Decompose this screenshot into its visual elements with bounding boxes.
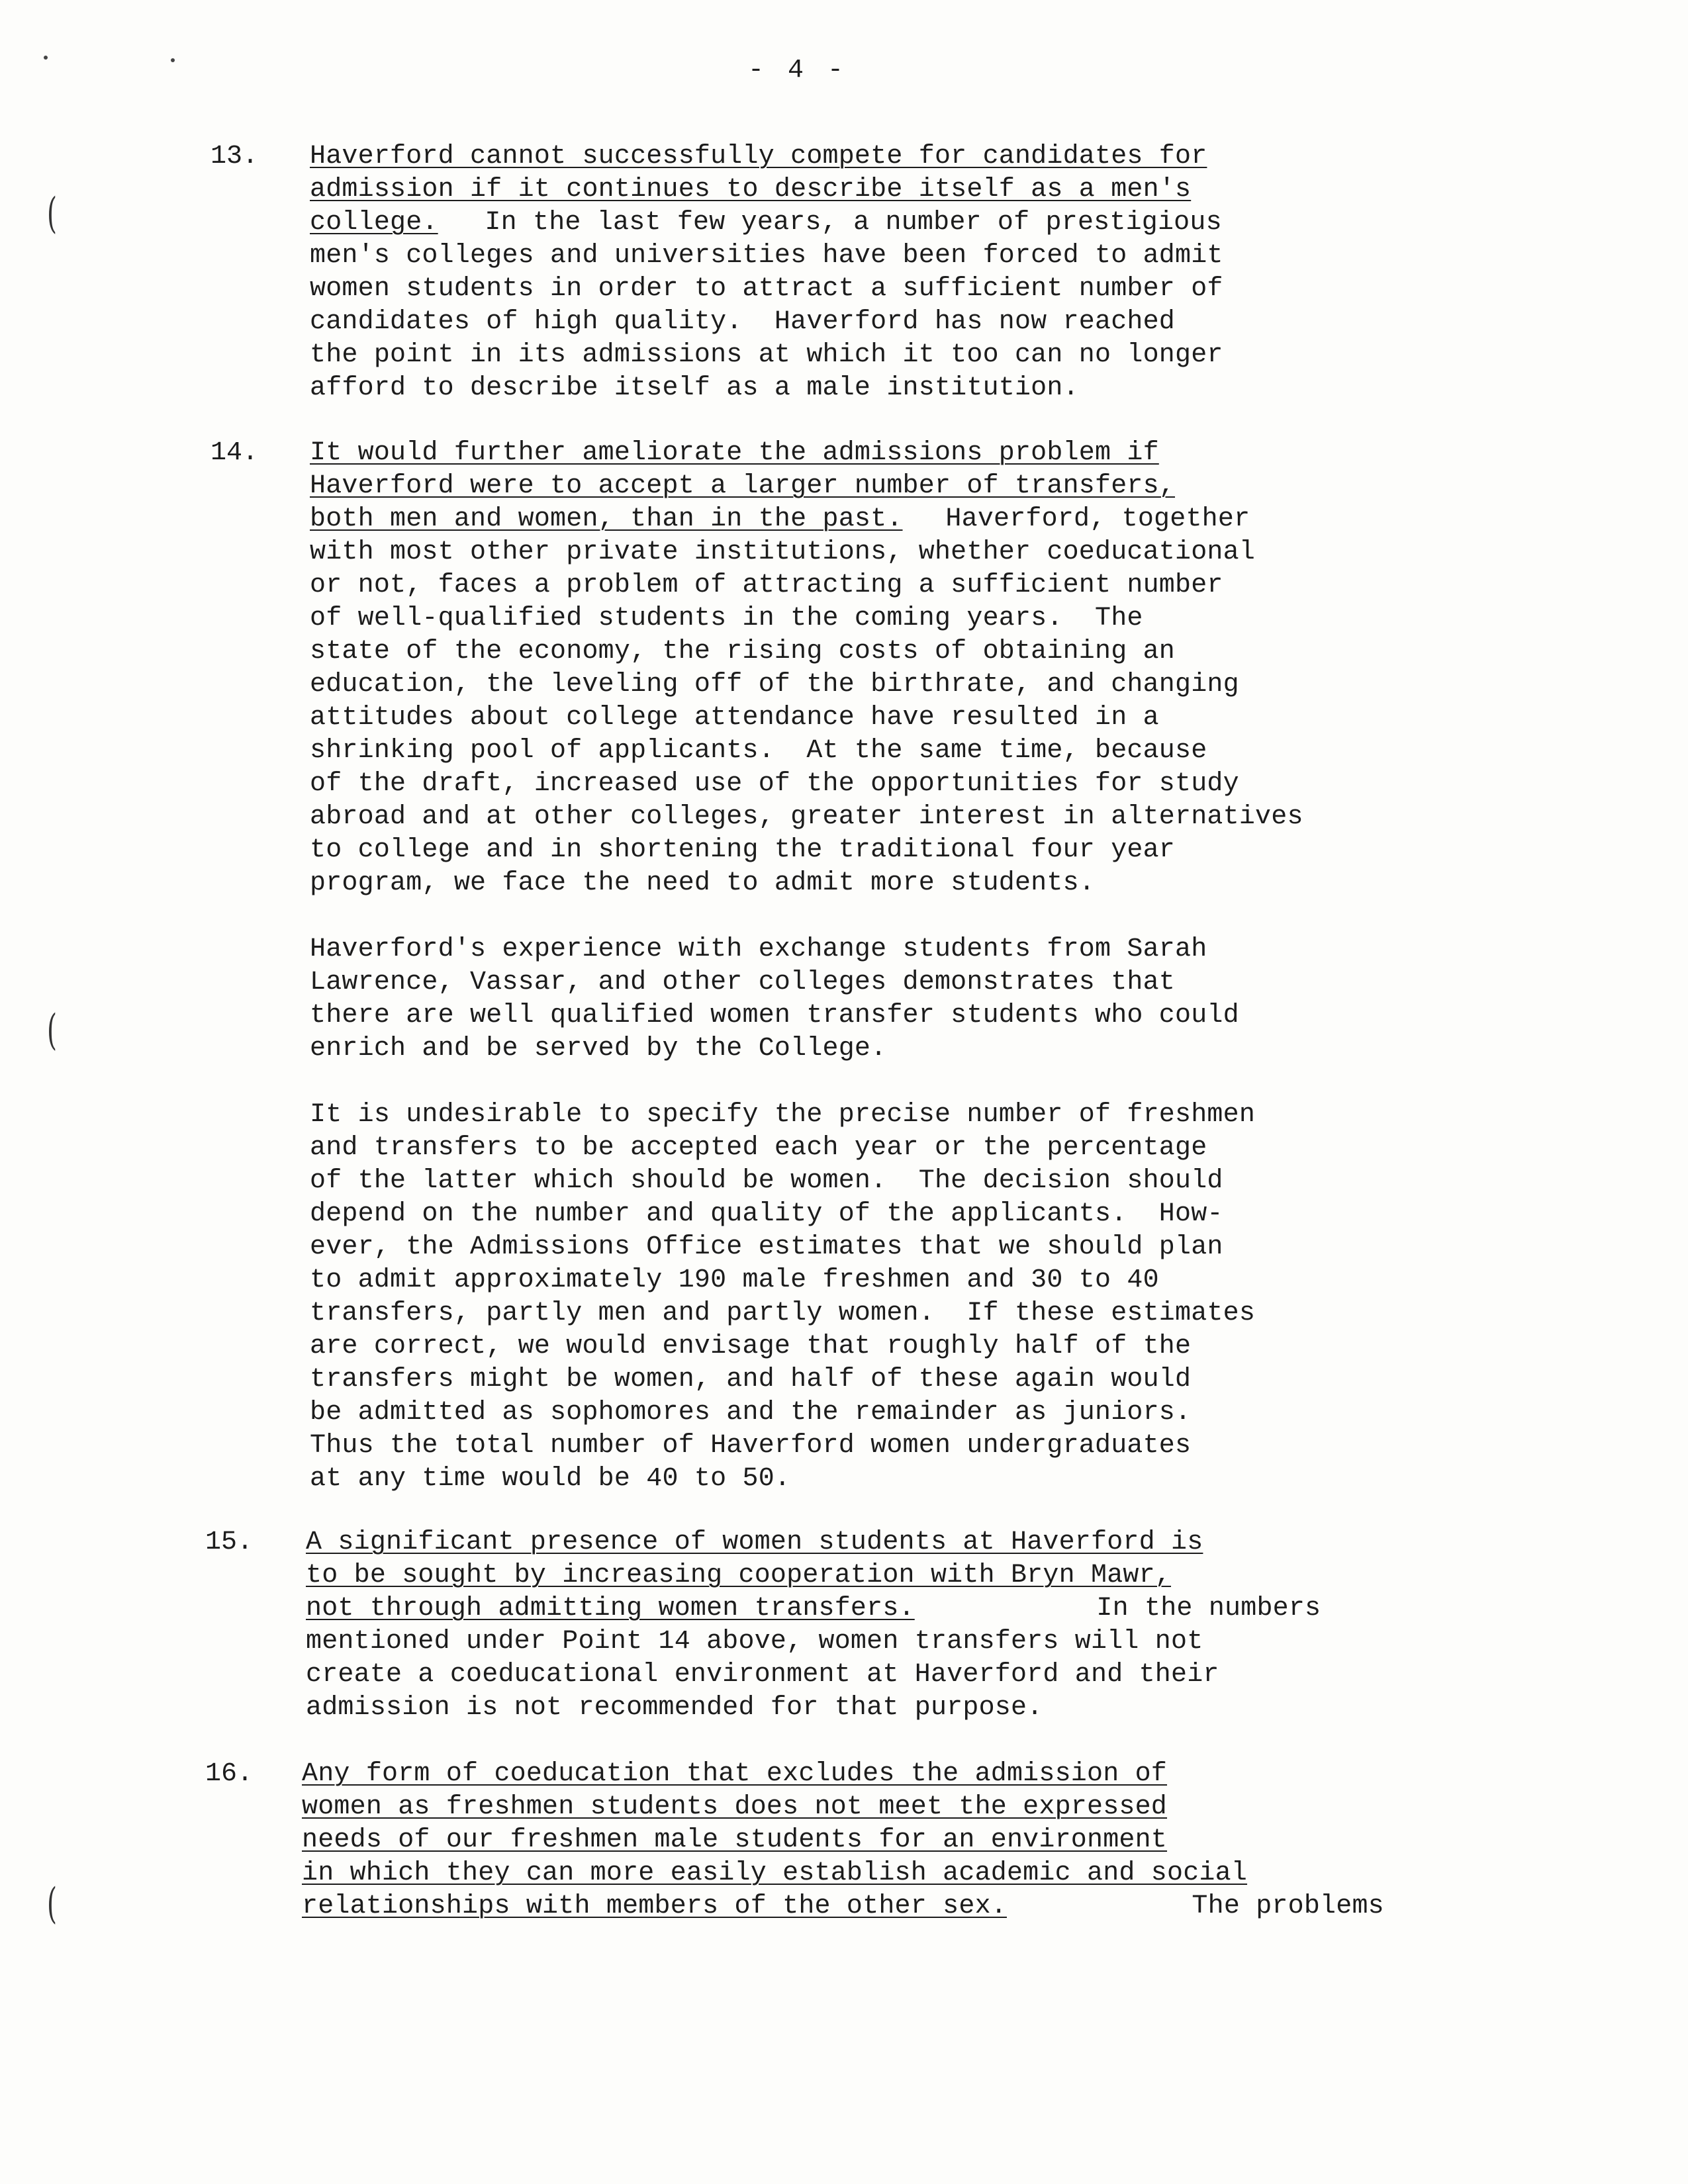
body-line: shrinking pool of applicants. At the same time, because — [310, 736, 1207, 766]
underlined-line: Haverford cannot successfully compete for candidates for — [310, 142, 1207, 171]
body-line: The problems — [1160, 1891, 1384, 1921]
underlined-line: A significant presence of women students at Haverford is — [306, 1527, 1203, 1557]
body-line: there are well qualified women transfer students who could — [310, 1001, 1239, 1030]
body-line: Haverford, together — [914, 504, 1250, 534]
underlined-line: Haverford were to accept a larger number of transfers, — [310, 471, 1176, 501]
body-line: state of the economy, the rising costs of obtaining an — [310, 637, 1176, 666]
margin-bracket-mark: ( — [46, 1880, 57, 1929]
margin-bracket-mark: ( — [46, 189, 57, 238]
body-line: of the latter which should be women. The decision should — [310, 1166, 1223, 1196]
body-line: of well-qualified students in the coming years. The — [310, 604, 1143, 633]
underlined-line: not through admitting women transfers. — [306, 1594, 915, 1623]
margin-bracket-mark: ( — [46, 1006, 57, 1055]
scan-speck — [171, 58, 175, 62]
underlined-line: college. — [310, 208, 438, 238]
body-line: depend on the number and quality of the applicants. How- — [310, 1199, 1223, 1229]
body-line: of the draft, increased use of the opportunities for study — [310, 769, 1239, 799]
body-line: enrich and be served by the College. — [310, 1034, 887, 1064]
underlined-line: both men and women, than in the past. — [310, 504, 903, 534]
body-line: candidates of high quality. Haverford has now reached — [310, 307, 1176, 337]
underlined-line: Any form of coeducation that excludes the admission of — [302, 1759, 1168, 1789]
scan-speck — [44, 56, 48, 60]
body-line: transfers might be women, and half of these again would — [310, 1365, 1192, 1394]
body-line: abroad and at other colleges, greater interest in alternatives — [310, 802, 1303, 832]
body-line: admission is not recommended for that purpose. — [306, 1693, 1043, 1723]
item-number: 13. — [211, 142, 259, 171]
body-line: ever, the Admissions Office estimates that we should plan — [310, 1232, 1223, 1262]
body-line: or not, faces a problem of attracting a sufficient number — [310, 570, 1223, 600]
item-number: 14. — [211, 438, 259, 468]
body-line: attitudes about college attendance have resulted in a — [310, 703, 1159, 733]
body-line: In the numbers — [1064, 1594, 1321, 1623]
body-line: create a coeducational environment at Haverford and their — [306, 1660, 1219, 1690]
item-number: 16. — [205, 1759, 254, 1789]
body-line: It is undesirable to specify the precise number of freshmen — [310, 1100, 1256, 1130]
body-line: are correct, we would envisage that roughly half of the — [310, 1332, 1192, 1361]
body-line: be admitted as sophomores and the remainder as juniors. — [310, 1398, 1192, 1428]
body-line: Haverford's experience with exchange students from Sarah — [310, 934, 1207, 964]
body-line: to admit approximately 190 male freshmen and 30 to 40 — [310, 1265, 1159, 1295]
body-line: at any time would be 40 to 50. — [310, 1464, 791, 1494]
underlined-line: It would further ameliorate the admissions problem if — [310, 438, 1159, 468]
underlined-line: in which they can more easily establish academic and social — [302, 1858, 1248, 1888]
body-line: women students in order to attract a sufficient number of — [310, 274, 1223, 304]
body-line: transfers, partly men and partly women. If these estimates — [310, 1298, 1256, 1328]
underlined-line: relationships with members of the other sex. — [302, 1891, 1007, 1921]
underlined-line: admission if it continues to describe itself as a men's — [310, 175, 1192, 205]
body-line: the point in its admissions at which it too can no longer — [310, 340, 1223, 370]
body-line: mentioned under Point 14 above, women transfers will not — [306, 1627, 1203, 1657]
body-line: Thus the total number of Haverford women undergraduates — [310, 1431, 1192, 1461]
body-line: with most other private institutions, whether coeducational — [310, 537, 1256, 567]
body-line: to college and in shortening the traditional four year — [310, 835, 1176, 865]
body-line: and transfers to be accepted each year or the percentage — [310, 1133, 1207, 1163]
body-line: afford to describe itself as a male institution. — [310, 373, 1079, 403]
underlined-line: needs of our freshmen male students for an environment — [302, 1825, 1168, 1855]
page-number: - 4 - — [748, 56, 848, 85]
body-line: education, the leveling off of the birthrate, and changing — [310, 670, 1239, 700]
body-line: program, we face the need to admit more students. — [310, 868, 1095, 898]
underlined-line: to be sought by increasing cooperation with Bryn Mawr, — [306, 1561, 1172, 1590]
item-number: 15. — [205, 1527, 254, 1557]
body-line: In the last few years, a number of prestigious — [453, 208, 1222, 238]
body-line: Lawrence, Vassar, and other colleges demonstrates that — [310, 968, 1176, 997]
underlined-line: women as freshmen students does not meet the expressed — [302, 1792, 1168, 1822]
body-line: men's colleges and universities have been forced to admit — [310, 241, 1223, 271]
